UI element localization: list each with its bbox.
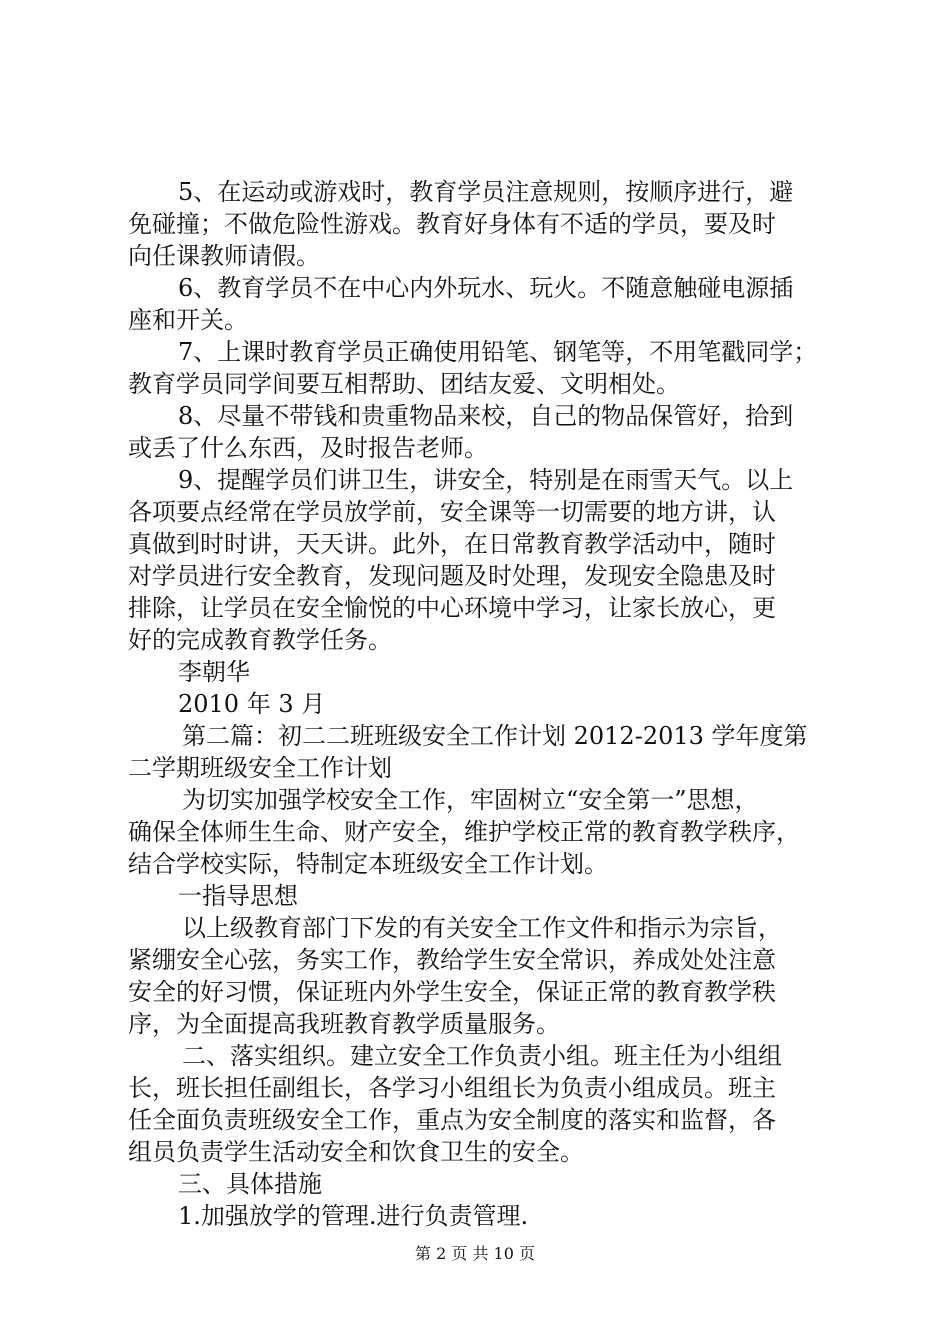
subheading: 三、具体措施	[178, 1170, 322, 1198]
text-line: 确保全体师生生命、财产安全，维护学校正常的教育教学秩序，	[128, 818, 800, 846]
text-line: 6、教育学员不在中心内外玩水、玩火。不随意触碰电源插	[178, 274, 794, 302]
text-line: 5、在运动或游戏时，教育学员注意规则，按顺序进行，避	[178, 178, 794, 206]
text-line: 结合学校实际，特制定本班级安全工作计划。	[128, 850, 608, 878]
text-line: 排除，让学员在安全愉悦的中心环境中学习，让家长放心，更	[128, 594, 776, 622]
text-line: 好的完成教育教学任务。	[128, 626, 392, 654]
text-line: 真做到时时讲，天天讲。此外，在日常教育教学活动中，随时	[128, 530, 776, 558]
section-heading-continued: 二学期班级安全工作计划	[128, 754, 392, 782]
text-line: 向任课教师请假。	[128, 242, 320, 270]
text-line: 8、尽量不带钱和贵重物品来校，自己的物品保管好，拾到	[178, 402, 794, 430]
text-line: 7、上课时教育学员正确使用铅笔、钢笔等，不用笔戳同学；	[178, 338, 818, 366]
text-line: 座和开关。	[128, 306, 248, 334]
text-line: 组员负责学生活动安全和饮食卫生的安全。	[128, 1138, 584, 1166]
text-line: 以上级教育部门下发的有关安全工作文件和指示为宗旨，	[182, 914, 782, 942]
text-line: 教育学员同学间要互相帮助、团结友爱、文明相处。	[128, 370, 680, 398]
date-line: 2010 年 3 月	[178, 690, 326, 718]
text-line: 为切实加强学校安全工作，牢固树立“安全第一”思想，	[182, 786, 759, 814]
text-line: 1.加强放学的管理.进行负责管理.	[178, 1202, 529, 1230]
author-name: 李朝华	[178, 658, 250, 686]
page-footer	[0, 1244, 950, 1264]
text-line: 序，为全面提高我班教育教学质量服务。	[128, 1010, 560, 1038]
text-line: 各项要点经常在学员放学前，安全课等一切需要的地方讲，认	[128, 498, 776, 526]
subheading: 一指导思想	[178, 882, 298, 910]
section-heading: 第二篇：初二二班班级安全工作计划 2012-2013 学年度第	[182, 722, 808, 750]
text-line: 任全面负责班级安全工作，重点为安全制度的落实和监督，各	[128, 1106, 776, 1134]
page-number: 第 2 页 共 10 页	[415, 1244, 535, 1263]
text-line: 9、提醒学员们讲卫生，讲安全，特别是在雨雪天气。以上	[178, 466, 794, 494]
text-line: 长，班长担任副组长，各学习小组组长为负责小组成员。班主	[128, 1074, 776, 1102]
text-line: 紧绷安全心弦，务实工作，教给学生安全常识，养成处处注意	[128, 946, 776, 974]
text-line: 二、落实组织。建立安全工作负责小组。班主任为小组组	[182, 1042, 782, 1070]
text-line: 对学员进行安全教育，发现问题及时处理，发现安全隐患及时	[128, 562, 776, 590]
text-line: 免碰撞；不做危险性游戏。教育好身体有不适的学员，要及时	[128, 210, 776, 238]
text-line: 或丢了什么东西，及时报告老师。	[128, 434, 488, 462]
text-line: 安全的好习惯，保证班内外学生安全，保证正常的教育教学秩	[128, 978, 776, 1006]
